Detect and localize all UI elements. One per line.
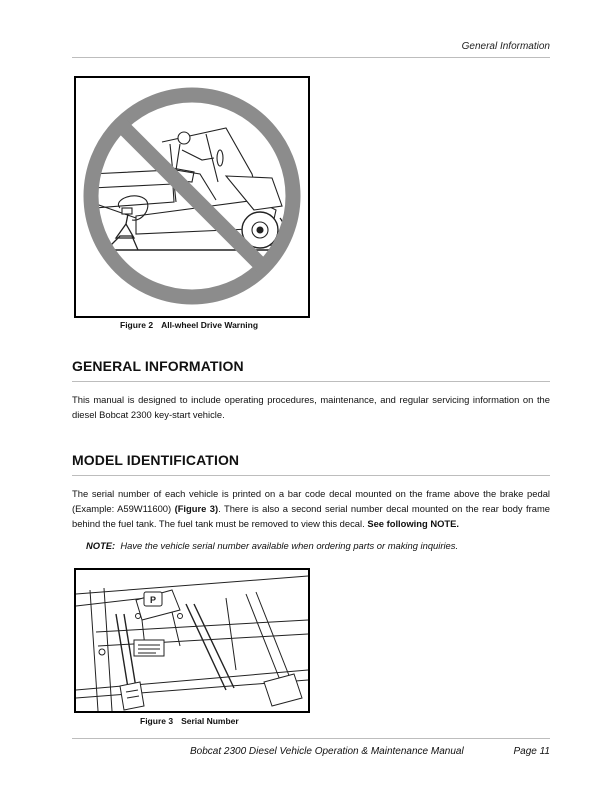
general-information-body: This manual is designed to include operating procedures, maintenance, and regular servicing information on the diesel Bobcat 2300 key-start vehicle. (72, 394, 550, 420)
figure-2-number: Figure 2 (120, 320, 154, 330)
serial-text-part1: The serial number of each vehicle is printed on a bar code decal mounted on the frame above the brake pedal (Example: A59W11600) (72, 488, 550, 514)
running-head: General Information (461, 41, 550, 52)
parking-brake-symbol: P (149, 595, 157, 605)
figure-2-frame (74, 76, 310, 318)
header-rule (72, 57, 550, 58)
note-text: Have the vehicle serial number available when ordering parts or making inquiries. (120, 540, 459, 551)
figure-3-title: Serial Number (181, 716, 239, 726)
model-identification-rule (72, 475, 550, 476)
figure-2-illustration (76, 78, 308, 316)
figure-2-title: All-wheel Drive Warning (161, 320, 259, 330)
serial-text-part2: . There is also a second serial number decal mounted on the rear body frame behind the fuel tank. The fuel tank must be removed to view this decal. (72, 503, 550, 529)
figure-3-frame (74, 568, 310, 713)
general-information-rule (72, 381, 550, 382)
figure-3-number: Figure 3 (140, 716, 174, 726)
note-label: NOTE: (86, 540, 116, 551)
footer-page-number: Page 11 (513, 746, 550, 757)
figure-2-caption (120, 320, 258, 330)
serial-number-note (86, 540, 546, 551)
footer-manual-title: Bobcat 2300 Diesel Vehicle Operation & Maintenance Manual (190, 746, 464, 757)
figure-3-reference: (Figure 3) (174, 503, 219, 514)
footer-rule (72, 738, 550, 739)
model-identification-heading: MODEL IDENTIFICATION (72, 452, 240, 468)
general-information-heading: GENERAL INFORMATION (72, 358, 244, 374)
model-identification-body (72, 486, 550, 531)
figure-3-caption (140, 716, 239, 726)
figure-3-illustration (76, 570, 308, 711)
see-note-reference: See following NOTE. (367, 518, 459, 529)
